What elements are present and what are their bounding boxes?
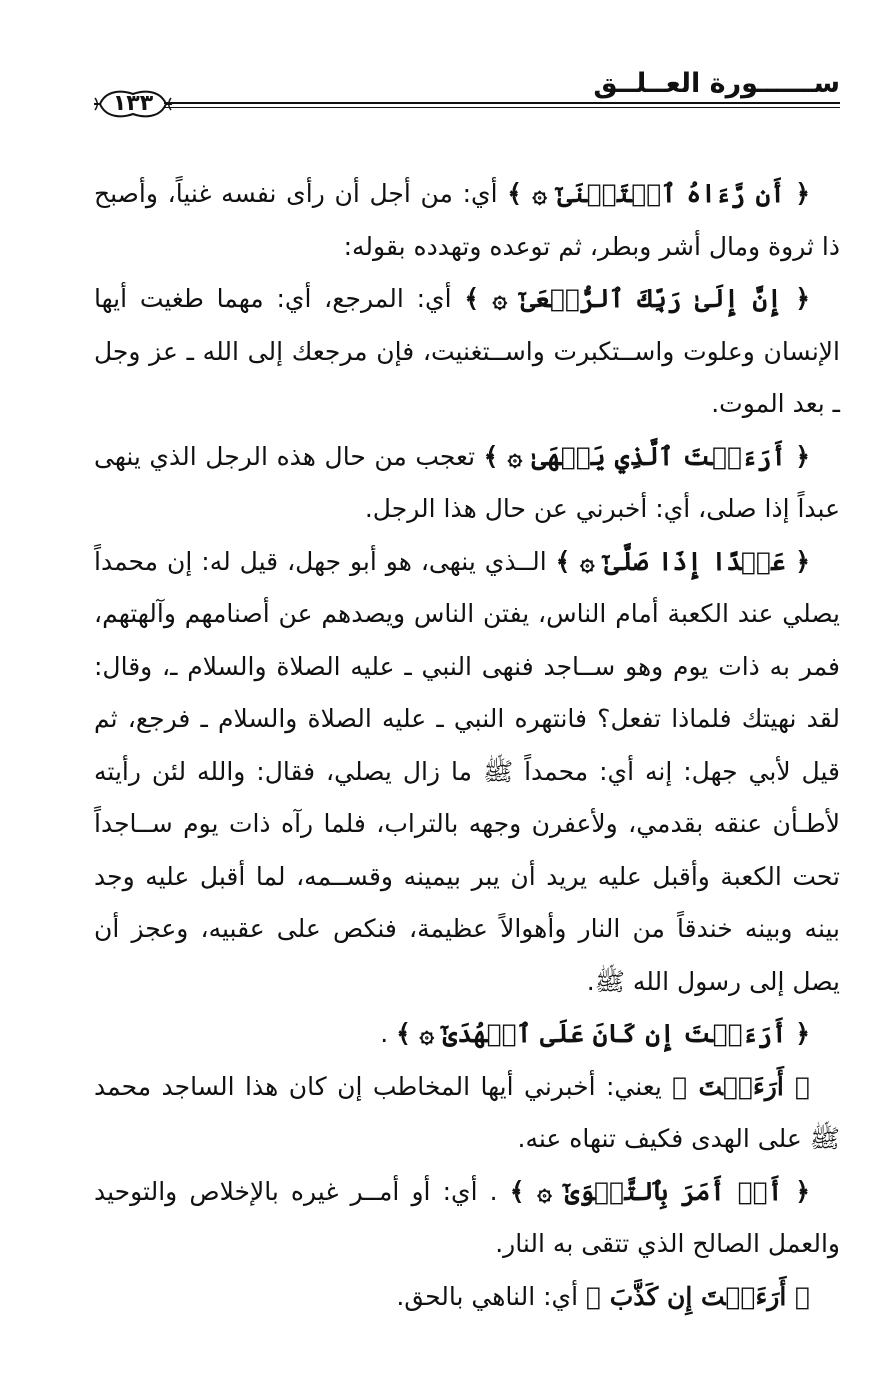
quran-verse: ﴿ أَرَءَيۡتَ إِن كَانَ عَلَى ٱلۡهُدَىٰٓ ۞ ﴾ — [396, 1019, 810, 1048]
quran-verse: ﴿ أَوۡ أَمَرَ بِٱلتَّقۡوَىٰٓ ۞ ﴾ — [509, 1176, 810, 1206]
paragraph-verse-12 — [94, 1166, 840, 1271]
paragraph-araayta — [94, 1061, 840, 1166]
commentary-text: يعني: أخبرني أيها المخاطب إن كان هذا الساجد محمد ﷺ على الهدى فكيف تنهاه عنه. — [94, 1071, 840, 1153]
commentary-text: . — [380, 1019, 397, 1048]
paragraph-verse-13 — [94, 1271, 840, 1324]
commentary-text: تعجب من حال هذه الرجل الذي ينهى عبداً إذا صلى، أي: أخبرني عن حال هذا الرجل. — [94, 441, 840, 523]
header-divider — [164, 102, 840, 104]
paragraph-verse-11 — [94, 1008, 840, 1061]
page-header — [92, 62, 840, 122]
commentary-text: أي: من أجل أن رأى نفسه غنياً، وأصبح ذا ثروة ومال أشر وبطر، ثم توعده وتهدده بقوله: — [94, 179, 840, 261]
page-number-ornament — [92, 86, 174, 122]
quran-verse: ﴿ عَبۡدًا إِذَا صَلَّىٰٓ ۞ ﴾ — [555, 546, 810, 576]
header-divider-thin — [164, 107, 840, 108]
quran-verse: ﴿ أَرَءَيۡتَ إِن كَذَّبَ ﴾ — [585, 1281, 810, 1311]
commentary-text: . أي: أو أمــر غيره بالإخلاص والتوحيد والعمل الصالح الذي تتقى به النار. — [94, 1176, 840, 1258]
commentary-text: أي: الناهي بالحق. — [396, 1281, 586, 1311]
paragraph-verse-9 — [94, 431, 840, 536]
paragraph-verse-7 — [94, 168, 840, 273]
commentary-text: أي: المرجع، أي: مهما طغيت أيها الإنسان وعلوت واســتكبرت واســتغنيت، فإن مرجعك إلى الله ـ عز وجل ـ بعد الموت. — [94, 284, 840, 418]
commentary-text: الــذي ينهى، هو أبو جهل، قيل له: إن محمداً يصلي عند الكعبة أمام الناس، يفتن الناس ويصدهم عن أصنامهم وآلهتهم، فمر به ذات يوم وهو ســاجد فنهى النبي ـ عليه الصلاة والسلام ـ، وقال: لقد نهيتك فلماذا تفعل؟ فانتهره النبي ـ عليه الصلاة والسلام ـ فرجع، ثم قيل لأبي جهل: إنه أي: محمداً ﷺ ما زال يصلي، فقال: والله لئن رأيته لأطـأن عنقه بقدمي، ولأعفرن وجهه بالتراب، فلما رآه ذات يوم ســاجداً تحت الكعبة وأقبل عليه يريد أن يبر بيمينه وقســمه، لما أقبل عليه وجد بينه وبينه خندقاً من النار وأهوالاً عظيمة، فنكص على عقبيه، وعجز أن يصل إلى رسول الله ﷺ. — [94, 546, 840, 996]
quran-verse: ﴿ إِنَّ إِلَىٰ رَبِّكَ ٱلرُّجۡعَىٰٓ ۞ ﴾ — [464, 284, 810, 313]
paragraph-verse-8 — [94, 273, 840, 431]
quran-verse: ﴿ أَرَءَيۡتَ ﴾ — [672, 1071, 810, 1101]
surah-title: ســــــورة العــلــق — [593, 68, 840, 99]
paragraph-verse-10 — [94, 536, 840, 1009]
page-body — [94, 168, 840, 1323]
quran-verse: ﴿ أَن رَّءَاهُ ٱسۡتَغۡنَىٰٓ ۞ ﴾ — [507, 179, 810, 208]
quran-verse: ﴿ أَرَءَيۡتَ ٱلَّذِي يَنۡهَىٰ ۞ ﴾ — [483, 441, 810, 471]
page-number: ١٣٣ — [112, 91, 154, 116]
